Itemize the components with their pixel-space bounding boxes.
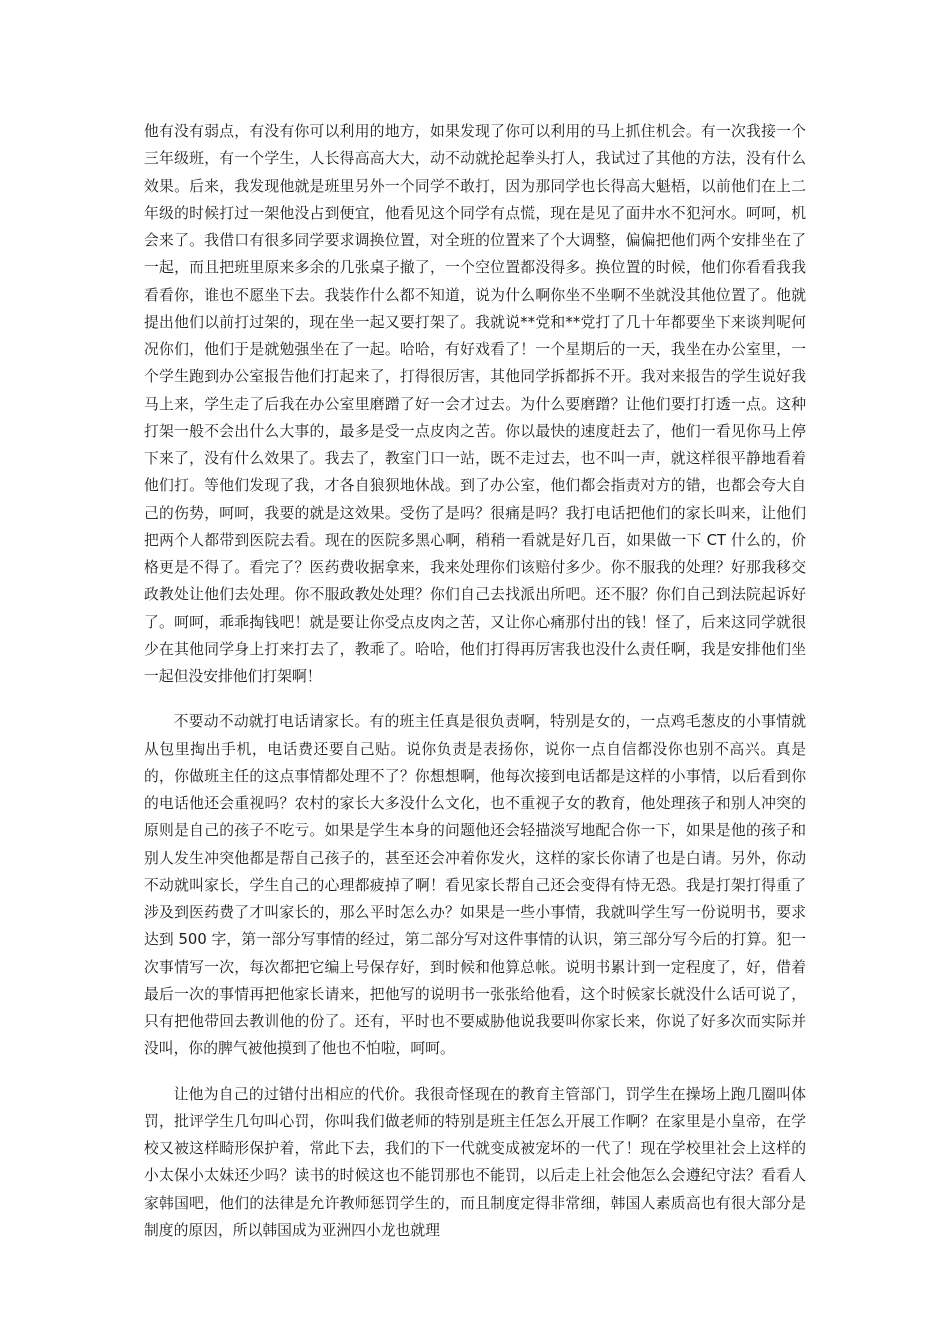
paragraph-3: 让他为自己的过错付出相应的代价。我很奇怪现在的教育主管部门，罚学生在操场上跑几圈叫体罚，批评学生几句叫心罚，你叫我们做老师的特别是班主任怎么开展工作啊？在家里是小皇帝，在学校又被这样畸形保护着，常此下去，我们的下一代就变成被宠坏的一代了！现在学校里社会上这样的小太保小太妹还少吗？读书的时候这也不能罚那也不能罚，以后走上社会他怎么会遵纪守法？看看人家韩国吧，他们的法律是允许教师惩罚学生的，而且制度定得非常细，韩国人素质高也有很大部分是制度的原因，所以韩国成为亚洲四小龙也就理 <box>144 1085 806 1239</box>
paragraph-2: 不要动不动就打电话请家长。有的班主任真是很负责啊，特别是女的，一点鸡毛葱皮的小事情就从包里掏出手机，电话费还要自己贴。说你负责是表扬你，说你一点自信都没你也别不高兴。真是的，你做班主任的这点事情都处理不了？你想想啊，他每次接到电话都是这样的小事情，以后看到你的电话他还会重视吗？农村的家长大多没什么文化，也不重视子女的教育，他处理孩子和别人冲突的原则是自己的孩子不吃亏。如果是学生本身的问题他还会轻描淡写地配合你一下，如果是他的孩子和别人发生冲突他都是帮自己孩子的，甚至还会冲着你发火，这样的家长你请了也是白请。另外，你动不动就叫家长，学生自己的心理都疲掉了啊！看见家长帮自己还会变得有恃无恐。我是打架打得重了涉及到医药费了才叫家长的，那么平时怎么办？如果是一些小事情，我就叫学生写一份说明书，要求达到 500 字，第一部分写事情的经过，第二部分写对这件事情的认识，第三部分写今后的打算。犯一次事情写一次，每次都把它编上号保存好，到时候和他算总帐。说明书累计到一定程度了，好，借着最后一次的事情再把他家长请来，把他写的说明书一张张给他看，这个时候家长就没什么话可说了，只有把他带回去教训他的份了。还有，平时也不要威胁他说我要叫你家长来，你说了好多次而实际并没叫，你的脾气被他摸到了他也不怕啦，呵呵。 <box>144 713 806 1058</box>
document-page <box>144 118 806 1244</box>
paragraph-1: 他有没有弱点，有没有你可以利用的地方，如果发现了你可以利用的马上抓住机会。有一次我接一个三年级班，有一个学生，人长得高高大大，动不动就抡起拳头打人，我试过了其他的方法，没有什么效果。后来，我发现他就是班里另外一个同学不敢打，因为那同学也长得高大魁梧，以前他们在上二年级的时候打过一架他没占到便宜，他看见这个同学有点慌，现在是见了面井水不犯河水。呵呵，机会来了。我借口有很多同学要求调换位置，对全班的位置来了个大调整，偏偏把他们两个安排坐在了一起，而且把班里原来多余的几张桌子撤了，一个空位置都没得多。换位置的时候，他们你看看我我看看你，谁也不愿坐下去。我装作什么都不知道，说为什么啊你坐不坐啊不坐就没其他位置了。他就提出他们以前打过架的，现在坐一起又要打架了。我就说**党和**党打了几十年都要坐下来谈判呢何况你们，他们于是就勉强坐在了一起。哈哈，有好戏看了！一个星期后的一天，我坐在办公室里，一个学生跑到办公室报告他们打起来了，打得很厉害，其他同学拆都拆不开。我对来报告的学生说好我马上来，学生走了后我在办公室里磨蹭了好一会才过去。为什么要磨蹭？让他们要打打透一点。这种打架一般不会出什么大事的，最多是受一点皮肉之苦。你以最快的速度赶去了，他们一看见你马上停下来了，没有什么效果了。我去了，教室门口一站，既不走过去，也不叫一声，就这样很平静地看着他们打。等他们发现了我，才各自狼狈地休战。到了办公室，他们都会指责对方的错，也都会夸大自己的伤势，呵呵，我要的就是这效果。受伤了是吗？很痛是吗？我打电话把他们的家长叫来，让他们把两个人都带到医院去看。现在的医院多黑心啊，稍稍一看就是好几百，如果做一下 CT 什么的，价格更是不得了。看完了？医药费收据拿来，我来处理你们该赔付多少。你不服我的处理？好那我移交政教处让他们去处理。你不服政教处处理？你们自己去找派出所吧。还不服？你们自己到法院起诉好了。呵呵，乖乖掏钱吧！就是要让你受点皮肉之苦，又让你心痛那付出的钱！怪了，后来这同学就很少在其他同学身上打来打去了，教乖了。哈哈，他们打得再厉害我也没什么责任啊，我是安排他们坐一起但没安排他们打架啊！ <box>144 123 806 685</box>
